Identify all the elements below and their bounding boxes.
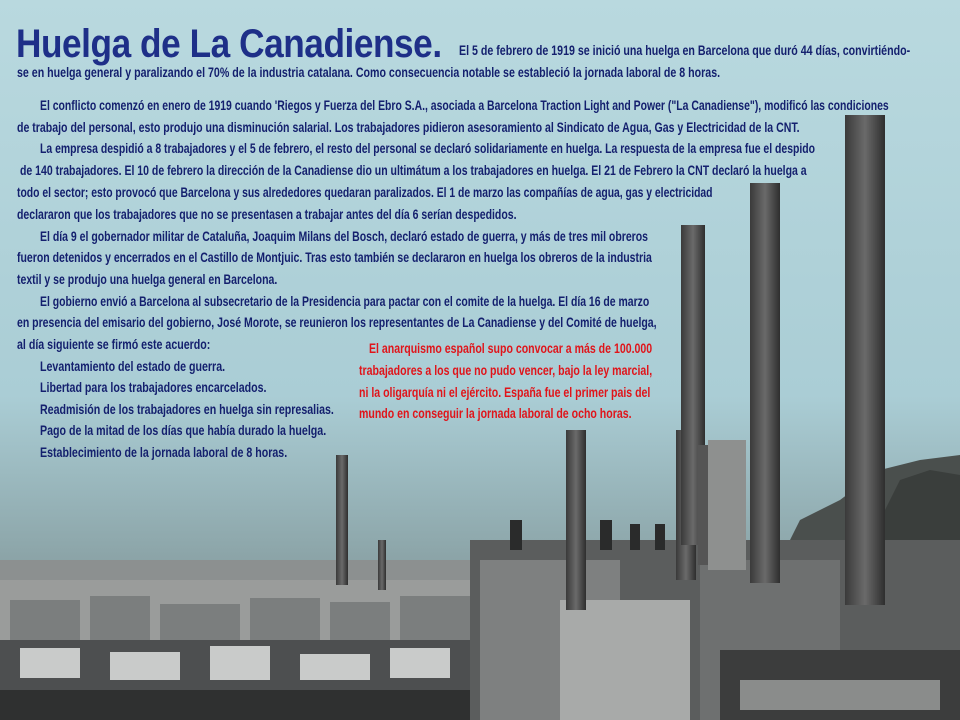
body-line-4: de 140 trabajadores. El 10 de febrero la dirección de la Canadiense dio un ultimátum a los trabajadores en huelga. El 21 de Febrero la CNT declaró la huelga a — [20, 162, 807, 178]
body-line-1: El conflicto comenzó en enero de 1919 cuando 'Riegos y Fuerza del Ebro S.A., asociada a Barcelona Traction Light and Power ("La Canadiense"), modificó las condiciones — [40, 97, 889, 113]
body-line-12: al día siguiente se firmó este acuerdo: — [17, 336, 211, 352]
body-line-5: todo el sector; esto provocó que Barcelona y sus alrededores quedaran paralizados. El 1 de marzo las compañías de agua, gas y electricidad — [17, 184, 713, 200]
agreement-item-2: Libertad para los trabajadores encarcelados. — [40, 379, 267, 395]
body-line-6: declararon que los trabajadores que no se presentasen a trabajar antes del día 6 serían despedidos. — [17, 206, 517, 222]
agreement-item-5: Establecimiento de la jornada laboral de 8 horas. — [40, 444, 288, 460]
intro-line-2: se en huelga general y paralizando el 70% de la industria catalana. Como consecuencia notable se estableció la jornada laboral de 8 horas. — [17, 64, 721, 80]
intro-line-1: El 5 de febrero de 1919 se inició una huelga en Barcelona que duró 44 días, convirtiéndo- — [459, 42, 911, 58]
body-line-9: textil y se produjo una huelga general en Barcelona. — [17, 271, 278, 287]
agreement-item-4: Pago de la mitad de los días que había durado la huelga. — [40, 422, 327, 438]
body-line-8: fueron detenidos y encerrados en el Castillo de Montjuic. Tras esto también se declararon en huelga los obreros de la industria — [17, 249, 652, 265]
page-title: Huelga de La Canadiense. — [16, 22, 442, 66]
highlight-line-4: mundo en conseguir la jornada laboral de ocho horas. — [359, 405, 632, 421]
body-line-11: en presencia del emisario del gobierno, José Morote, se reunieron los representantes de La Canadiense y del Comité de huelga, — [17, 314, 657, 330]
body-line-3: La empresa despidió a 8 trabajadores y el 5 de febrero, el resto del personal se declaró solidariamente en huelga. La respuesta de la empresa fue el despido — [40, 140, 816, 156]
agreement-item-3: Readmisión de los trabajadores en huelga sin represalias. — [40, 401, 334, 417]
highlight-line-1: El anarquismo español supo convocar a más de 100.000 — [369, 340, 653, 356]
highlight-line-2: trabajadores a los que no pudo vencer, bajo la ley marcial, — [359, 362, 653, 378]
agreement-item-1: Levantamiento del estado de guerra. — [40, 358, 226, 374]
body-line-2: de trabajo del personal, esto produjo una disminución salarial. Los trabajadores pidieron asesoramiento al Sindicato de Agua, Gas y Electricidad de la CNT. — [17, 119, 800, 135]
highlight-line-3: ni la oligarquía ni el ejército. España fue el primer pais del — [359, 384, 651, 400]
body-line-10: El gobierno envió a Barcelona al subsecretario de la Presidencia para pactar con el comite de la huelga. El día 16 de marzo — [40, 293, 650, 309]
body-line-7: El día 9 el gobernador militar de Cataluña, Joaquim Milans del Bosch, declaró estado de guerra, y más de tres mil obreros — [40, 228, 649, 244]
